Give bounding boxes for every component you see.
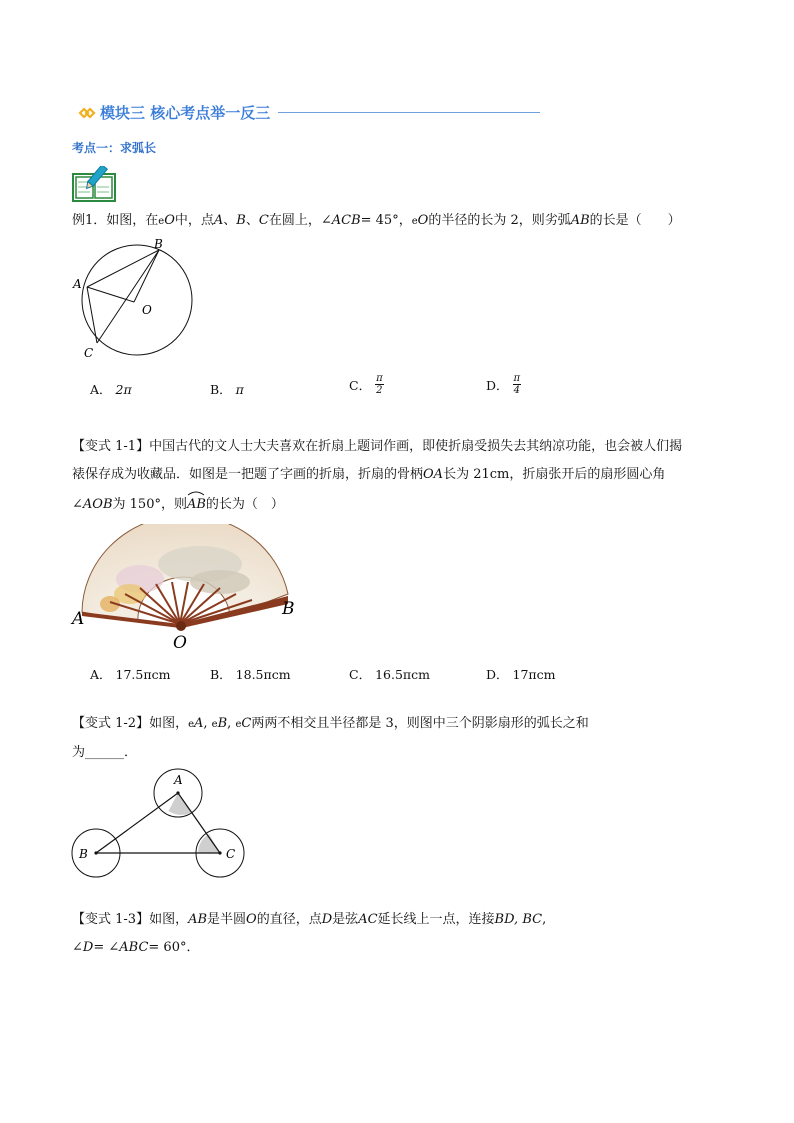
label-b: B — [282, 599, 295, 619]
section-divider — [278, 112, 540, 113]
q-text: 【变式 1-3】如图， — [72, 912, 189, 927]
label-a: A — [72, 609, 85, 629]
option-value: 17.5πcm — [115, 667, 171, 682]
q-text: 、 — [223, 213, 237, 228]
option-label: D． — [486, 377, 509, 393]
q-var: AB — [570, 213, 590, 228]
section-header — [78, 102, 540, 123]
fan-figure — [70, 524, 302, 654]
arc-mark — [187, 490, 205, 496]
label-a: A — [73, 277, 82, 291]
label-a: A — [174, 773, 183, 787]
q-text: 的直径，点 — [256, 912, 322, 927]
section-title: 模块三 核心考点举一反三 — [100, 104, 271, 122]
option-value: 18.5πcm — [235, 667, 291, 682]
denominator: 4 — [513, 385, 520, 396]
example1-question — [72, 211, 681, 232]
circle-symbol: e — [211, 719, 218, 730]
option-b[interactable] — [210, 665, 291, 683]
option-label: B． — [210, 382, 232, 397]
circle-symbol: e — [158, 216, 165, 227]
label-o: O — [173, 633, 187, 653]
q-var: O — [164, 213, 175, 228]
q-text: , — [542, 912, 547, 927]
option-label: C． — [349, 377, 372, 393]
q-var: OA — [423, 467, 444, 482]
q-text: = 45°， — [360, 213, 412, 228]
option-label: A． — [90, 667, 112, 682]
option-label: B． — [210, 667, 232, 682]
q-text-blank: 为______． — [72, 745, 138, 760]
q-text: 是弦 — [332, 912, 359, 927]
q-text: = 60°． — [148, 940, 200, 955]
label-b: B — [154, 237, 163, 251]
example1-figure — [70, 236, 200, 362]
q-var: B — [217, 716, 228, 731]
option-b[interactable] — [210, 380, 244, 398]
option-a[interactable] — [90, 380, 132, 398]
q-text: 、 — [245, 213, 259, 228]
q-text: = ∠ — [93, 940, 120, 955]
angle-symbol: ∠ — [72, 940, 83, 955]
numerator: π — [513, 373, 521, 384]
option-c[interactable] — [349, 665, 430, 683]
label-o: O — [142, 303, 152, 317]
fraction — [513, 373, 522, 396]
option-value: 2π — [115, 382, 132, 397]
label-c: C — [84, 346, 94, 360]
option-a[interactable] — [90, 665, 170, 683]
q-text: 两两不相交且半径都是 3，则图中三个阴影扇形的弧长之和 — [251, 716, 589, 731]
q-text: 在圆上， — [268, 213, 321, 228]
option-label: D． — [486, 667, 509, 682]
angle-symbol: ∠ — [320, 213, 332, 228]
q-text: 【变式 1-2】如图， — [72, 716, 189, 731]
option-label: C． — [349, 667, 372, 682]
circle-symbol: e — [188, 719, 194, 730]
q-var: C — [258, 213, 269, 228]
q-var: AC — [358, 912, 378, 927]
numerator: π — [376, 373, 383, 384]
q-var: ACB — [331, 213, 361, 228]
option-c[interactable] — [349, 373, 384, 396]
topic-heading: 考点一：求弧长 — [72, 141, 157, 155]
q-var: A — [194, 716, 204, 731]
variant13-question — [72, 910, 546, 958]
angle-symbol: ∠ — [72, 497, 83, 512]
q-var: C — [241, 716, 252, 731]
q-text: 长为 21cm，折扇张开后的扇形圆心角 — [443, 467, 666, 482]
denominator: 2 — [376, 385, 383, 396]
circle-symbol: e — [235, 719, 242, 730]
arc-ab: AB — [187, 493, 206, 515]
circle-symbol: e — [411, 216, 418, 227]
q-text: 裱保存成为收藏品．如图是一把题了字画的折扇，折扇的骨柄 — [72, 467, 424, 482]
q-text: 的半径的长为 2，则劣弧 — [428, 213, 571, 228]
double-chevron-icon — [78, 107, 96, 119]
option-value: 16.5πcm — [375, 667, 430, 682]
q-text: , — [227, 716, 232, 731]
variant11-question — [72, 437, 732, 515]
q-var: D — [321, 912, 333, 927]
q-text: 延长线上一点，连接 — [377, 912, 495, 927]
book-pencil-icon — [72, 166, 118, 202]
label-b: B — [79, 847, 88, 861]
q-text: 是半圆 — [207, 912, 247, 927]
option-label: A． — [90, 382, 112, 397]
q-var: ABC — [119, 940, 149, 955]
q-text: 中，点 — [174, 213, 214, 228]
q-var: A — [213, 213, 224, 228]
option-d[interactable] — [486, 665, 556, 683]
q-text: , — [203, 716, 208, 731]
option-value: 17πcm — [512, 667, 556, 682]
q-var: AB — [188, 912, 208, 927]
q-var: O — [246, 912, 257, 927]
q-var: O — [417, 213, 429, 228]
three-circles-figure — [70, 767, 250, 879]
q-var: BD, BC — [494, 912, 543, 927]
q-text: 的长是（ ） — [589, 213, 681, 228]
option-d[interactable] — [486, 373, 521, 396]
variant12-question — [72, 714, 589, 763]
q-text: 【变式 1-1】中国古代的文人士大夫喜欢在折扇上题词作画，即使折扇受损失去其纳凉功能，也会被人们揭 — [72, 439, 683, 454]
q-var: D — [82, 940, 94, 955]
label-c: C — [226, 847, 236, 861]
option-value: π — [235, 382, 244, 397]
q-text: 的长为（ ） — [205, 497, 284, 512]
q-var: B — [236, 213, 246, 228]
fraction — [375, 373, 384, 396]
q-var: AOB — [82, 497, 113, 512]
q-text: 为 150°，则 — [112, 497, 187, 512]
q-text: 例1．如图，在 — [72, 213, 159, 228]
